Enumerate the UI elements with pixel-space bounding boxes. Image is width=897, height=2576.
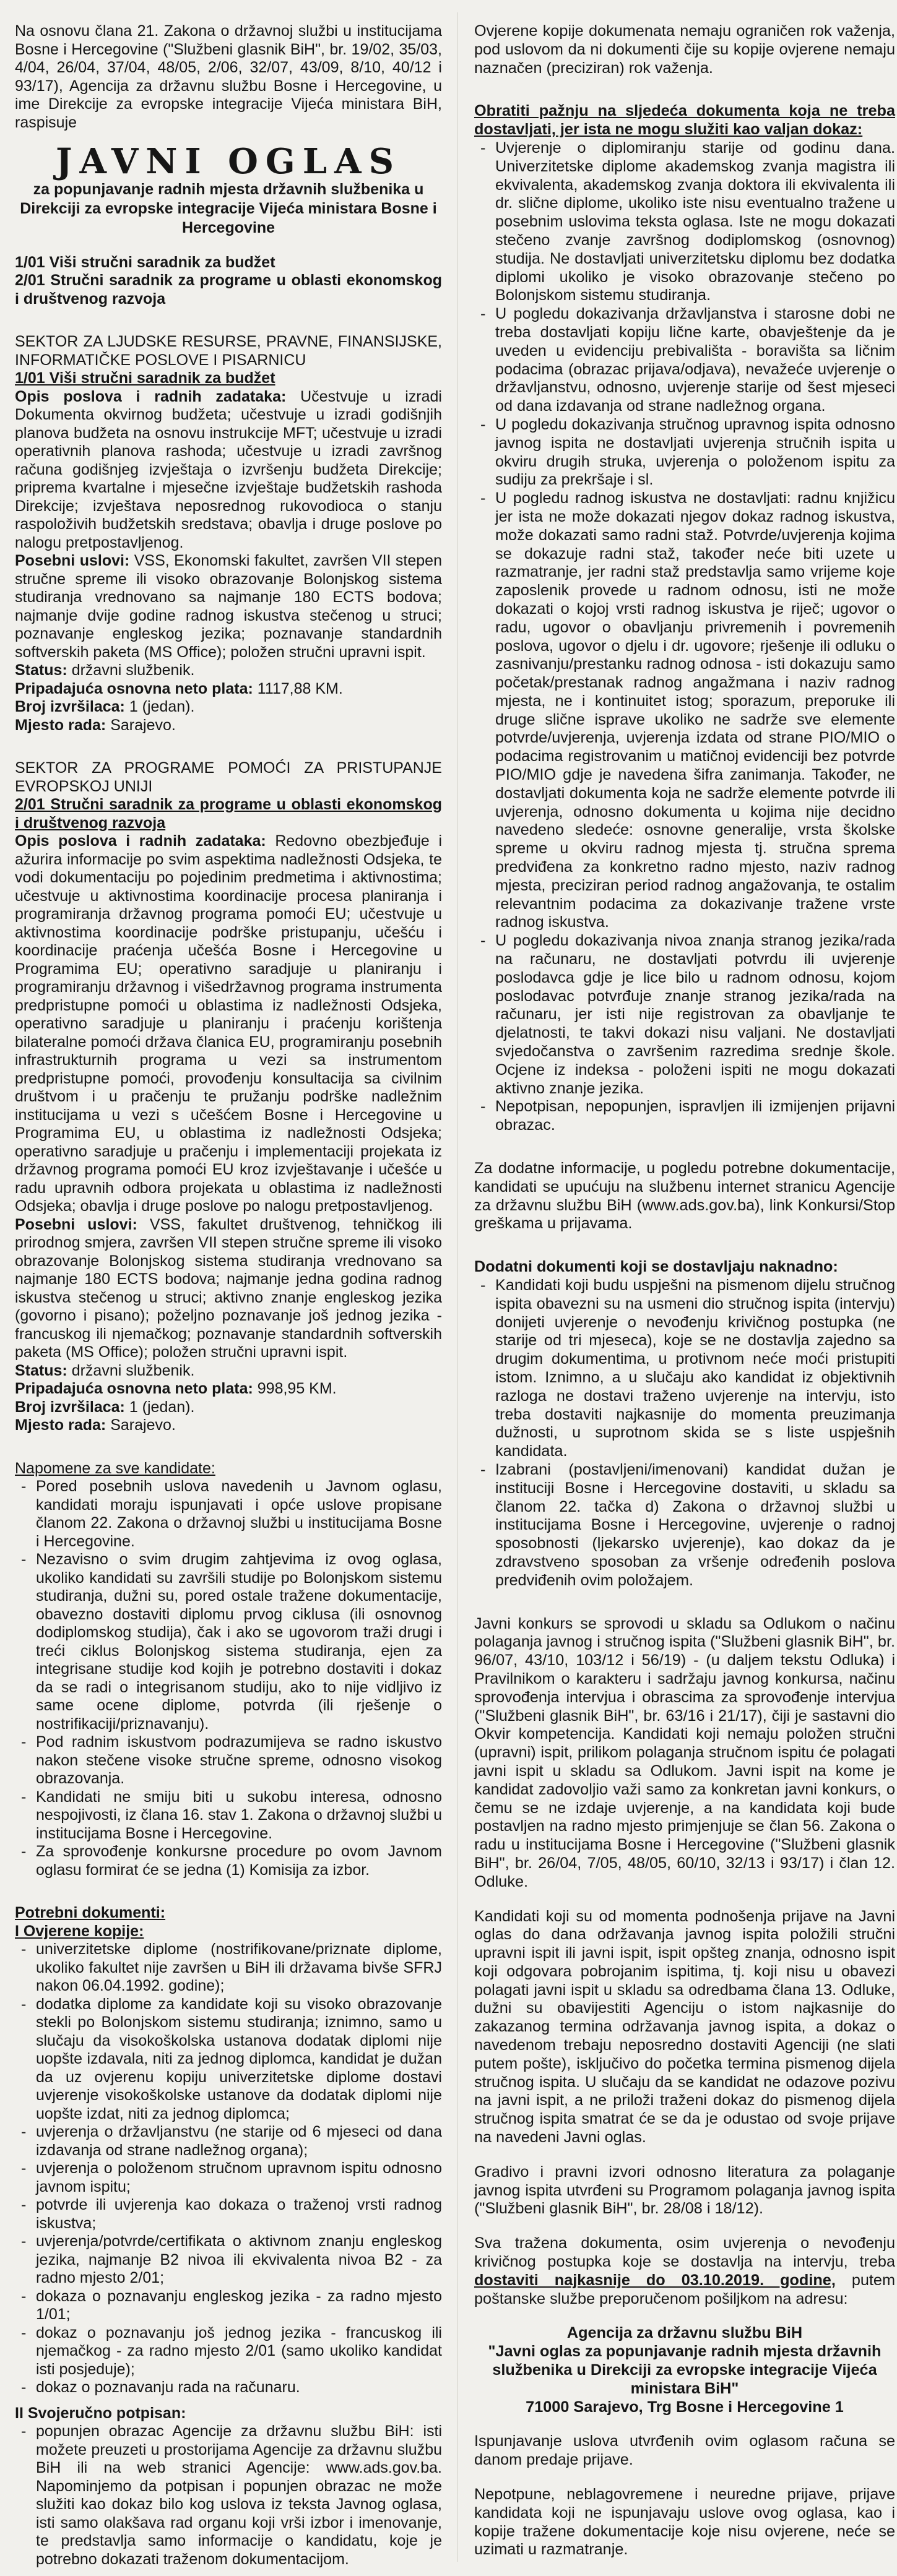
- sector-1-position: 1/01 Viši stručni saradnik za budžet: [15, 369, 275, 387]
- intro-paragraph: Na osnovu člana 21. Zakona o državnoj službi u institucijama Bosne i Hercegovine ("Službeni glasnik BiH", br. 19/02, 35/03, 4/04, 26/04, 37/04, 48/05, 2/06, 32/07, 43/09, 8/10, 40/12 i 93/17), Agencija za državnu službu Bosne i Hercegovine, u ime Direkcije za evropske integracije Vijeća ministara BiH, raspisuje: [15, 22, 442, 131]
- additional-docs-list: [474, 1277, 895, 1590]
- postal-address: [474, 2324, 895, 2416]
- attention-heading: Obratiti pažnju na sljedeća dokumenta koja ne treba dostavljati, jer ista ne mogu služiti kao valjan dokaz:: [474, 102, 895, 139]
- list-item: - U pogledu dokazivanja državljanstva i starosne dobi ne treba dostavljati kopiju lične karte, obavještenje da je uveden u evidenciju prebivališta - boravišta sa ličnim podacima (obrazac prijava/odjava), nevažeće uvjerenje o državljanstvu, odnosno, uvjerenje starije od šest mjeseci od dana izdavanja od strane nadležnog organa.: [474, 305, 895, 416]
- conditions-text: VSS, Ekonomski fakultet, završen VII stepen stručne spreme ili visoko obrazovanje Bolonjskog sistema studiranja vrednovano sa najmanje 180 ECTS bodova; najmanje dvije godine radnog iskustva stečenog u struci; poznavanje engleskog jezika; poznavanje standardnih softverskih paketa (MS Office); položen stručni upravni ispit.: [15, 552, 442, 661]
- ad-subtitle: za popunjavanje radnih mjesta državnih službenika u Direkciji za evropske integracije Vijeća ministara Bosne i Hercegovine: [20, 180, 437, 236]
- count-label: Broj izvršilaca:: [15, 698, 125, 715]
- notes-list: [15, 1478, 442, 1879]
- address-line-1: Agencija za državnu službu BiH: [566, 2324, 803, 2342]
- list-item: - uvjerenja o položenom stručnom upravnom ispitu odnosno javnom ispitu;: [15, 2160, 442, 2196]
- sector-1-section: [15, 333, 442, 734]
- address-line-2: "Javni oglas za popunjavanje radnih mjesta državnih službenika u Direkciji za evropske integracije Vijeća ministara BiH": [488, 2343, 882, 2397]
- deadline-suffix: putem poštanske službe preporučenom pošiljkom na adresu:: [474, 2271, 896, 2307]
- status-label: Status:: [15, 1361, 67, 1379]
- list-item: - univerzitetske diplome (nostrifikovane/priznate diplome, ukoliko fakultet nije završen u BiH ili državama bivše SFRJ nakon 06.04.1992. godine);: [15, 1941, 442, 1996]
- salary-value: 998,95 KM.: [257, 1380, 337, 1397]
- list-item: - Pod radnim iskustvom podrazumijeva se radno iskustvo nakon stečene visoke stručne spreme, odnosno visokog obrazovanja.: [15, 1733, 442, 1788]
- documents-subheading: I Ovjerene kopije:: [15, 1922, 144, 1940]
- count-value: 1 (jedan).: [129, 698, 195, 715]
- list-item: - Izabrani (postavljeni/imenovani) kandidat dužan je instituciji Bosne i Hercegovine dostaviti, u skladu sa članom 22. tačka d) Zakona o državnoj službi u institucijama Bosne i Hercegovine, uvjerenje o radnoj sposobnosti (ljekarsko uvjerenje), kao dokaz da je zdravstveno sposoban za vršenje određenih poslova predviđenih ovim položajem.: [474, 1461, 895, 1590]
- status-label: Status:: [15, 661, 67, 679]
- sector-1-heading: SEKTOR ZA LJUDSKE RESURSE, PRAVNE, FINANSIJSKE, INFORMATIČKE POSLOVE I PISARNICU: [15, 333, 442, 369]
- sector-2-position: 2/01 Stručni saradnik za programe u oblasti ekonomskog i društvenog razvoja: [15, 796, 442, 832]
- deadline-paragraph: [474, 2234, 895, 2308]
- position-summary-1: 1/01 Viši stručni saradnik za budžet: [15, 253, 275, 271]
- list-item: - Kandidati ne smiju biti u sukobu interesa, odnosno nespojivosti, iz člana 16. stav 1. Zakona o državnoj službi u institucijama Bosne i Hercegovine.: [15, 1788, 442, 1843]
- list-item: - dodatka diplome za kandidate koji su visoko obrazovanje stekli po Bolonjskom sistemu studiranja; iznimno, samo u slučaju da visokoškolska ustanova dodatak diplomi nije uopšte izdavala, niti za jednog diplomca, kandidat je dužan da uz ovjerenu kopiju univerzitetske diplome dostavi uvjerenje visokoškolske ustanove da dodatak diplomi nije uopšte izdat, niti za jednog diplomca;: [15, 1996, 442, 2124]
- closing-paragraph: Nepotpune, neblagovremene i neuredne prijave, prijave kandidata koji ne ispunjavaju uslove ovog oglasa, kao i kopije tražene dokumentacije koje nisu ovjerene, neće se uzimati u razmatranje.: [474, 2486, 895, 2559]
- list-item: - Uvjerenje o diplomiranju starije od godinu dana. Univerzitetske diplome akademskog zvanja magistra ili ekvivalenta, akademskog zvanja doktora ili ekvivalenta ili dr. slične diplome, ukoliko iste nisu eventualno tražene u posebnim uslovima teksta oglasa. Iste ne mogu dokazati stečeno zvanje završnog dodiplomskog (osnovnog) studija. Ne dostavljati univerzitetsku diplomu bez dodatka diplomi ukoliko je visoko obrazovanje stečeno po Bolonjskom sistemu studiranja.: [474, 139, 895, 305]
- sector-2-section: [15, 759, 442, 1435]
- place-label: Mjesto rada:: [15, 716, 106, 734]
- salary-label: Pripadajuća osnovna neto plata:: [15, 1380, 253, 1397]
- conditions-label: Posebni uslovi:: [15, 1215, 137, 1233]
- left-column: [15, 22, 442, 2569]
- list-item: - potvrde ili uvjerenja kao dokaza o traženoj vrsti radnog iskustva;: [15, 2196, 442, 2233]
- place-label: Mjesto rada:: [15, 1416, 106, 1434]
- list-item: - dokaz o poznavanju rada na računaru.: [15, 2379, 442, 2397]
- list-item: - dokaza o poznavanju engleskog jezika - za radno mjesto 1/01;: [15, 2288, 442, 2324]
- list-item: - uvjerenja/potvrde/certifikata o aktivnom znanju engleskog jezika, najmanje B2 nivoa ili ekvivalenta nivoa B2 - za radno mjesto 2/01;: [15, 2233, 442, 2288]
- list-item: - dokaz o poznavanju još jednog jezika - francuskog ili njemačkog - za radno mjesto 2/01 (samo ukoliko kandidat isti posjeduje);: [15, 2324, 442, 2379]
- deadline-date: dostaviti najkasnije do 03.10.2019. godine,: [474, 2271, 836, 2289]
- ad-title: JAVNI OGLAS: [55, 141, 402, 182]
- right-column: [474, 22, 895, 2559]
- additional-docs-heading: Dodatni dokumenti koji se dostavljaju naknadno:: [474, 1258, 838, 1276]
- list-item: - Kandidati koji budu uspješni na pismenom dijelu stručnog ispita obavezni su na usmeni dio stručnog ispita (intervju) donijeti uvjerenje o nevođenju krivičnog postupka (ne starije od tri mjeseca), koje se ne dostavlja zajedno sa drugim dokumentima, u protivnom neće moći pristupiti istom. Iznimno, a u slučaju ako kandidat iz objektivnih razloga ne dostavi traženo uvjerenje na intervju, isto treba dostaviti najkasnije do momenta preuzimanja dužnosti, u suprotnom skida se s liste uspješnih kandidata.: [474, 1277, 895, 1461]
- conditions-text: VSS, fakultet društvenog, tehničkog ili prirodnog smjera, završen VII stepen stručne spreme ili visoko obrazovanje Bolonjskog sistema studiranja vrednovano sa najmanje 180 ECTS bodova; najmanje jedna godina radnog iskustva stečenog u struci; aktivno znanje engleskog jezika (govorno i pisano); poželjno poznavanje još jednog jezika - francuskog ili njemačkog; poznavanje standardnih softverskih paketa (MS Office); položen stručni upravni ispit.: [15, 1215, 442, 1361]
- exam-paragraph: Kandidati koji su od momenta podnošenja prijave na Javni oglas do dana održavanja javnog ispita položili stručni upravni ispit ili javni ispit, ispit opšteg znanja, odnosno ispit koji odgovara pobrojanim ispitima, tj. koji nisu u obavezi polagati javni ispit u skladu sa odredbama člana 13. Odluke, dužni su obavijestiti Agenciju o istom najkasnije do zakazanog termina održavanja javnog ispita, a dokaz o navedenom trebaju neposredno dostaviti Agenciji (ne slati putem pošte), isključivo do početka termina pismenog dijela stručnog ispita. U slučaju da se kandidat ne odazove pozivu na javni ispit, a ne priloži traženi dokaz do pismenog dijela stručnog ispita smatrat će se da je odustao od svoje prijave na navedeni Javni oglas.: [474, 1907, 895, 2147]
- count-value: 1 (jedan).: [129, 1398, 195, 1416]
- signed-heading: II Svojeručno potpisan:: [15, 2404, 186, 2422]
- attention-list: [474, 139, 895, 1135]
- sector-2-heading: SEKTOR ZA PROGRAME POMOĆI ZA PRISTUPANJE EVROPSKOJ UNIJI: [15, 759, 442, 795]
- place-value: Sarajevo.: [110, 716, 176, 734]
- tasks-label: Opis poslova i radnih zadataka:: [15, 832, 266, 850]
- list-item: - U pogledu dokazivanja nivoa znanja stranog jezika/rada na računaru, ne dostavljati potvrdu ili uvjerenje poslodavca gdje je lice bilo u radnom odnosu, kojom poslodavac potvrđuje znanje stranog jezika/rada na računaru, jer isti nije registrovan za obavljanje te djelatnosti, te takvi dokazi nisu valjani. Ne dostavljati svjedočanstva o završenim razredima srednje škole. Ocjene iz indeksa - položeni ispiti ne mogu dokazati aktivno znanje jezika.: [474, 932, 895, 1098]
- list-item: - popunjen obrazac Agencije za državnu službu BiH: isti možete preuzeti u prostorijama Agencije za državnu službu BiH ili na web stranici Agencije: www.ads.gov.ba. Napominjemo da potpisan i popunjen obrazac ne može služiti kao dokaz bilo kog uslova iz teksta Javnog oglasa, isti samo olakšava rad organu koji vrši izbor i imenovanje, te predstavlja samo informacije o kandidatu, koje je potrebno dokazati traženom dokumentacijom.: [15, 2423, 442, 2569]
- tasks-label: Opis poslova i radnih zadataka:: [15, 387, 287, 405]
- place-value: Sarajevo.: [110, 1416, 176, 1434]
- list-item: - Nepotpisan, nepopunjen, ispravljen ili izmijenjen prijavni obrazac.: [474, 1098, 895, 1135]
- info-paragraph: Za dodatne informacije, u pogledu potrebne dokumentacije, kandidati se upućuju na službenu internet stranicu Agencije za državnu službu BiH (www.ads.gov.ba), link Konkursi/Stop greškama u prijavama.: [474, 1160, 895, 1233]
- konkurs-paragraph: Javni konkurs se sprovodi u skladu sa Odlukom o načinu polaganja javnog i stručnog ispita ("Službeni glasnik BiH", br. 96/07, 43/10, 103/12 i 56/19) - (u daljem tekstu Odluka) i Pravilnikom o karakteru i sadržaju javnog konkursa, načinu sprovođenja intervjua i obrascima za sprovođenje intervjua ("Službeni glasnik BiH", br. 63/16 i 21/17), čiji je sastavni dio Okvir kompetencija. Kandidati koji nemaju položen stručni (upravni) ispit, prilikom polaganja stručnom ispitu će polagati javni ispit u skladu sa Odlukom. Javni ispit na kome je kandidat zadovoljio važi samo za konkretan javni konkurs, o čemu se ne izdaje uvjerenje, a na kandidata koji bude postavljen na radno mjesto primjenjuje se član 56. Zakona o radu u institucijama Bosne i Hercegovine ("Službeni glasnik BiH", br. 26/04, 7/05, 48/05, 60/10, 32/13 i 93/17) i član 12. Odluke.: [474, 1614, 895, 1890]
- deadline-prefix: Sva tražena dokumenta, osim uvjerenja o nevođenju krivičnog postupka koje se dostavlja na intervju, treba: [474, 2234, 895, 2271]
- list-item: - Za sprovođenje konkursne procedure po ovom Javnom oglasu formirat će se jedna (1) Komisija za izbor.: [15, 1843, 442, 1879]
- tasks-text: Učestvuje u izradi Dokumenta okvirnog budžeta; učestvuje u izradi godišnjih planova budžeta na osnovu instrukcije MFT; učestvuje u izradi operativnih planova rashoda; učestvuje u izradi završnog računa godišnjeg izvještaja o izvršenju budžeta Direkcije; priprema kvartalne i mjesečne izvještaje budžetskih rashoda Direkcije; izvještava neposrednog rukovodioca o stanju raspoloživih budžetskih sredstava; obavlja i druge poslove po nalogu pretpostavljenog.: [15, 387, 442, 551]
- status-text: državni službenik.: [71, 661, 195, 679]
- notes-heading: Napomene za sve kandidate:: [15, 1459, 215, 1477]
- status-text: državni službenik.: [71, 1361, 195, 1379]
- salary-label: Pripadajuća osnovna neto plata:: [15, 679, 253, 697]
- address-line-3: 71000 Sarajevo, Trg Bosne i Hercegovine 1: [526, 2398, 844, 2416]
- count-label: Broj izvršilaca:: [15, 1398, 125, 1416]
- salary-value: 1117,88 KM.: [257, 679, 343, 697]
- fulfilment-paragraph: Ispunjavanje uslova utvrđenih ovim oglasom računa se danom predaje prijave.: [474, 2432, 895, 2469]
- list-item: - Nezavisno o svim drugim zahtjevima iz ovog oglasa, ukoliko kandidati su završili studije po Bolonjskom sistemu studiranja, dužni su, pored ostale tražene dokumentacije, obavezno dostaviti diplomu prvog ciklusa (ili osnovnog dodiplomskog studija), čak i ako se ugovorom traži drugi i treći ciklus Bolonjskog sistema studiranja, ejen za integrisane studije kod kojih je potrebno dostaviti i dokaz da se radi o integrisanom studiju, ako to nije vidljivo iz same ocene diplome, potvrda (ili rješenje o nostrifikaciji/priznavanju).: [15, 1551, 442, 1733]
- list-item: - U pogledu radnog iskustva ne dostavljati: radnu knjižicu jer ista ne može dokazati njegov dokaz radnog iskustva, može dokazati samo radni staž. Potvrde/uvjerenja kojima se dokazuje radni staž, također neće biti uzete u razmatranje, jer radni staž predstavlja samo vrijeme koje zaposlenik provede u radnom odnosu, isti ne može dokazati o kojoj vrsti radnog iskustva je riječ; ugovor o radu, ugovor o obavljanju privremenih i povremenih poslova, ugovor o djelu i dr. ugovore; rješenje ili odluku o zasnivanju/prestanku radnog odnosa - isti dokazuju samo početak/prestanak radnog angažmana i naziv radnog mjesta, ne i kontinuitet istog; sporazum, preporuke ili druge slične isprave ukoliko ne sadrže sve elemente potvrde/uvjerenja, uvjerenja izdata od strane PIO/MIO o podacima registrovanim u matičnoj evidenciji bez potvrde PIO/MIO gdje je navedena šifra zanimanja. Također, ne dostavljati dokumenta koja ne sadrže elemente potvrde ili uvjerenja, odnosno dokumenta u kojima nije decidno navedeno sledeće: osnovne generalije, vrsta školske spreme u okviru radnog mjesta tj. stručna sprema predviđena za konkretno radno mjesto, naziv radnog mjesta, preciziran period radnog angažovanja, te ostalim relevantnim podacima za dokazivanje tražene vrste radnog iskustva.: [474, 489, 895, 932]
- documents-list: [15, 1941, 442, 2397]
- tasks-text: Redovno obezbjeđuje i ažurira informacije po svim aspektima nadležnosti Odsjeka, te vodi dokumentaciju po pojedinim predmetima i aktivnostima; učestvuje u aktivnostima koordinacije procesa planiranja i programiranja državnog programa pomoći EU; učestvuje u aktivnostima koordinacije podrške pristupanju, učešću i koordinacije praćenja učešća Bosne i Hercegovine u Programima EU; operativno saradjuje u planiranju i programiranju državnog i višedržavnog programa instrumenta predpristupne pomoći u oblastima iz nadležnosti Odsjeka, operativno saradjuje u planiranju i praćenju korištenja bilateralne pomoći država članica EU, programiranju posebnih infrastrukturnih programa u vezi sa instrumentom predpristupne pomoći, provođenju konsultacija sa civilnim društvom i u pračenju te pružanju podrške nadležnim institucijama u vezi s učešćem Bosne i Hercegovine u Programima EU, u oblastima iz nadležnosti Odsjeka; operativno saradjuje u pračenju i implementaciji projekata iz državnog programa pomoći EU kroz izvještavanje i učešće u radu upravnih odbora projekata u oblastima iz nadležnosti Odsjeka; obavlja i druge poslove po nalogu pretpostavljenog.: [15, 832, 442, 1215]
- documents-heading: Potrebni dokumenti:: [15, 1904, 166, 1921]
- literature-paragraph: Gradivo i pravni izvori odnosno literatura za polaganje javnog ispita utvrđeni su Programom polaganja javnog ispita ("Službeni glasnik BiH", br. 28/08 i 18/12).: [474, 2163, 895, 2218]
- position-summary-2: 2/01 Stručni saradnik za programe u oblasti ekonomskog i društvenog razvoja: [15, 272, 442, 308]
- conditions-label: Posebni uslovi:: [15, 552, 130, 569]
- signed-list: [15, 2423, 442, 2569]
- list-item: - U pogledu dokazivanja stručnog upravnog ispita odnosno javnog ispita ne dostavljati uvjerenja stručnih ispita u okviru drugih struka, uvjerenja o položenom ispitu za sudiju za prekršaje i sl.: [474, 416, 895, 489]
- list-item: - uvjerenja o državljanstvu (ne starije od 6 mjeseci od dana izdavanja od strane nadležnog organa);: [15, 2123, 442, 2160]
- list-item: - Pored posebnih uslova navedenih u Javnom oglasu, kandidati moraju ispunjavati i opće uslove propisane članom 22. Zakona o državnoj službi u institucijama Bosne i Hercegovine.: [15, 1478, 442, 1551]
- validity-paragraph: Ovjerene kopije dokumenata nemaju ograničen rok važenja, pod uslovom da ni dokumenti čije su kopije ovjerene nemaju naznačen (preciziran) rok važenja.: [474, 22, 895, 77]
